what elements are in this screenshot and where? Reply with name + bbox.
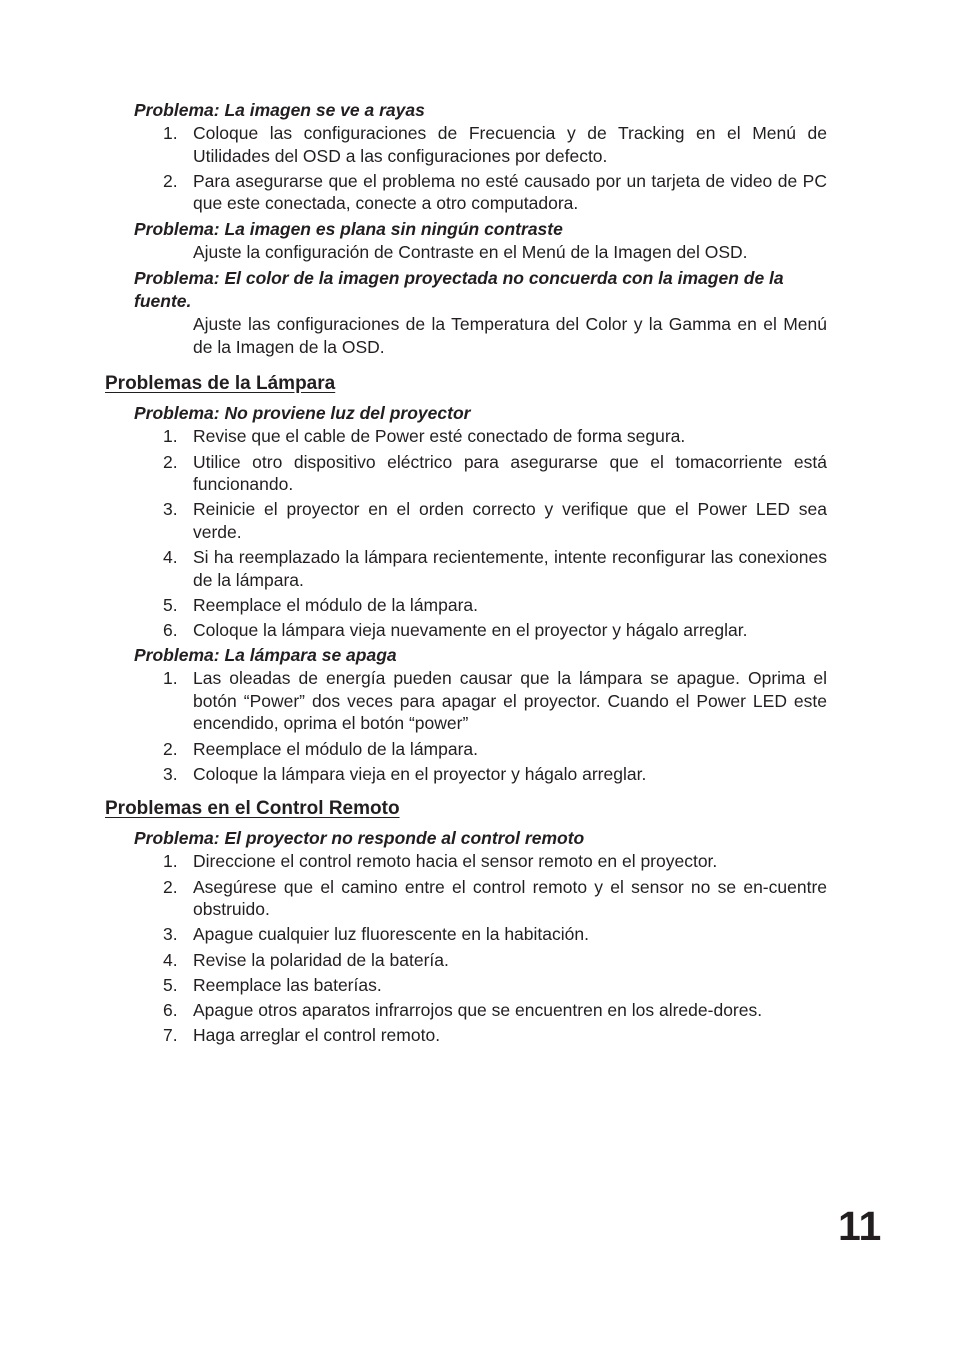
list-item [105,738,827,761]
item-number: 6. [163,620,178,641]
item-text: Revise la polaridad de la batería. [193,949,449,970]
item-text: Utilice otro dispositivo eléctrico para asegurarse que el tomacorriente está funcionando. [193,451,827,495]
solution-text: Ajuste la configuración de Contraste en el Menú de la Imagen del OSD. [193,241,748,262]
item-number: 1. [163,426,178,447]
item-text: Las oleadas de energía pueden causar que la lámpara se apague. Oprima el botón “Power” dos veces para apagar el proyector. Cuando el Power LED este encendido, oprima el botón “power” [193,668,827,734]
list-item [105,1024,827,1047]
section-heading-lamp: Problemas de la Lámpara [105,373,336,395]
item-number: 5. [163,974,178,995]
problem-title: Problema: La imagen es plana sin ningún contraste [134,218,563,239]
item-text: Apague cualquier luz fluorescente en la habitación. [193,924,589,945]
item-number: 1. [163,851,178,872]
item-number: 5. [163,594,178,615]
item-number: 2. [163,876,178,897]
item-number: 1. [163,668,178,689]
list-item [105,763,827,786]
solution-list [105,850,827,1046]
list-item [105,594,827,617]
item-number: 4. [163,949,178,970]
item-number: 6. [163,999,178,1020]
list-item [105,498,827,543]
item-number: 2. [163,170,178,191]
problem-title: Problema: No proviene luz del proyector [134,403,471,424]
page-content [105,99,827,1049]
item-text: Coloque la lámpara vieja en el proyector y hágalo arreglar. [193,763,647,784]
item-number: 2. [163,451,178,472]
solution-text: Ajuste las configuraciones de la Temperatura del Color y la Gamma en el Menú de la Imagen de la OSD. [193,314,827,357]
item-text: Para asegurarse que el problema no esté causado por un tarjeta de video de PC que este conectada, conecte a otro computadora. [193,170,827,214]
item-number: 7. [163,1025,178,1046]
problem-title: Problema: El color de la imagen proyectada no concuerda con la imagen de la fuente. [134,268,784,312]
list-item [105,876,827,921]
list-item [105,974,827,997]
item-text: Reinicie el proyector en el orden correcto y verifique que el Power LED sea verde. [193,499,827,542]
item-text: Revise que el cable de Power esté conectado de forma segura. [193,426,686,447]
item-text: Apague otros aparatos infrarrojos que se encuentren en los alrede-dores. [193,999,763,1020]
item-text: Direccione el control remoto hacia el sensor remoto en el proyector. [193,851,718,872]
list-item [105,170,827,215]
item-text: Reemplace las baterías. [193,974,382,995]
list-item [105,923,827,946]
item-number: 3. [163,924,178,945]
list-item [105,451,827,496]
item-number: 1. [163,123,178,143]
item-text: Reemplace el módulo de la lámpara. [193,738,479,759]
item-number: 2. [163,738,178,759]
item-text: Haga arreglar el control remoto. [193,1025,441,1046]
solution-list [105,122,827,215]
item-number: 4. [163,547,178,568]
list-item [105,667,827,735]
item-text: Coloque las configuraciones de Frecuencia y de Tracking en el Menú de Utilidades del OSD a las configuraciones por defecto. [193,123,827,166]
item-text: Reemplace el módulo de la lámpara. [193,594,479,615]
list-item [105,949,827,972]
section-heading-remote: Problemas en el Control Remoto [105,798,400,820]
solution-list [105,667,827,785]
list-item [105,546,827,591]
list-item [105,850,827,873]
list-item [105,122,827,167]
solution-list [105,425,827,641]
item-text: Si ha reemplazado la lámpara recientemente, intente reconfigurar las conexiones de la lámpara. [193,547,827,590]
list-item [105,425,827,448]
list-item [105,619,827,642]
list-item [105,999,827,1022]
item-number: 3. [163,499,178,520]
problem-title: Problema: La imagen se ve a rayas [134,100,425,120]
item-number: 3. [163,763,178,784]
problem-title: Problema: El proyector no responde al control remoto [134,828,585,849]
problem-title: Problema: La lámpara se apaga [134,645,397,666]
item-text: Asegúrese que el camino entre el control remoto y el sensor no se en-cuentre obstruido. [193,876,827,920]
page-number: 11 [838,1203,882,1249]
item-text: Coloque la lámpara vieja nuevamente en el proyector y hágalo arreglar. [193,620,748,641]
